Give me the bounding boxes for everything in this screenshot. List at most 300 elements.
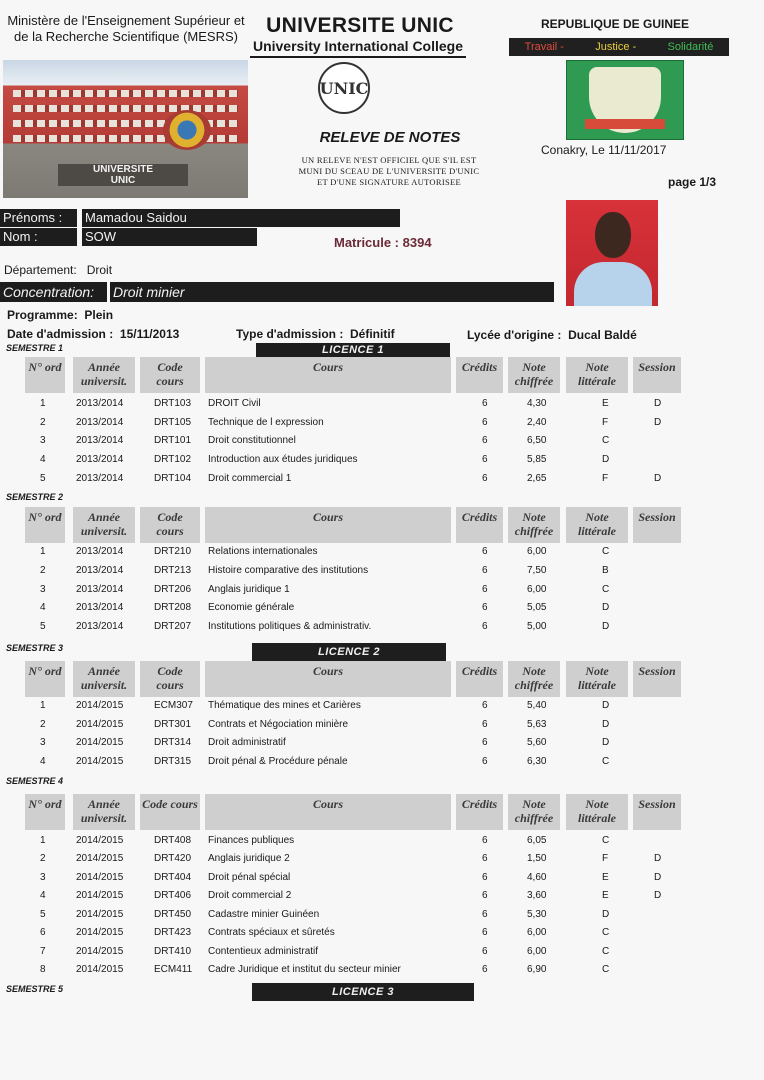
cell-annee: 2014/2015 (76, 700, 124, 711)
student-photo (566, 200, 658, 306)
cell-code: DRT314 (154, 737, 192, 748)
title-underline (250, 56, 466, 58)
cell-lettre: E (602, 890, 609, 901)
cell-credits: 6 (482, 890, 488, 901)
cell-lettre: D (602, 909, 610, 920)
cell-cours: Droit pénal spécial (208, 872, 291, 883)
cell-code: DRT208 (154, 602, 192, 613)
column-header-cours (205, 357, 451, 393)
cell-ord: 2 (40, 417, 46, 428)
place-date: Conakry, Le 11/11/2017 (541, 143, 667, 157)
matricule (334, 235, 432, 250)
cell-annee: 2014/2015 (76, 756, 124, 767)
cell-credits: 6 (482, 946, 488, 957)
column-header-annee (73, 794, 135, 830)
column-header-cours (205, 794, 451, 830)
cell-ord: 1 (40, 546, 46, 557)
cell-lettre: C (602, 435, 610, 446)
cell-annee: 2014/2015 (76, 946, 124, 957)
cell-credits: 6 (482, 565, 488, 576)
column-header-line: cours (156, 374, 184, 388)
cell-annee: 2013/2014 (76, 584, 124, 595)
cell-credits: 6 (482, 700, 488, 711)
cell-credits: 6 (482, 546, 488, 557)
table-row (0, 719, 764, 733)
column-header-line: Cours (312, 797, 344, 811)
cell-code: DRT213 (154, 565, 192, 576)
column-header-line: Note (585, 664, 609, 678)
cell-note: 4,60 (527, 872, 547, 883)
cell-annee: 2014/2015 (76, 927, 124, 938)
column-header-code (140, 794, 200, 830)
column-header-credits (456, 507, 503, 543)
column-header-line: Session (638, 510, 676, 524)
column-header-line: universit. (80, 678, 128, 692)
column-header-line: Session (638, 664, 676, 678)
cell-ord: 4 (40, 602, 46, 613)
cell-cours: Technique de l expression (208, 417, 324, 428)
cell-session: D (654, 890, 662, 901)
national-motto (509, 38, 729, 56)
column-header-line: N° ord (28, 360, 62, 374)
cell-credits: 6 (482, 584, 488, 595)
table-row (0, 700, 764, 714)
column-header-line: Année (87, 664, 120, 678)
cell-credits: 6 (482, 853, 488, 864)
column-header-line: Année (87, 360, 120, 374)
column-header-line: Code cours (142, 797, 198, 811)
nom-value: SOW (82, 228, 257, 246)
cell-annee: 2014/2015 (76, 872, 124, 883)
column-header-line: littérale (578, 811, 616, 825)
cell-note: 6,90 (527, 964, 547, 975)
cell-note: 6,30 (527, 756, 547, 767)
cell-annee: 2014/2015 (76, 890, 124, 901)
republic-name: REPUBLIQUE DE GUINEE (540, 17, 690, 31)
column-header-credits (456, 794, 503, 830)
cell-credits: 6 (482, 435, 488, 446)
cell-code: DRT406 (154, 890, 192, 901)
column-header-ord (25, 507, 65, 543)
column-header-credits (456, 357, 503, 393)
table-row (0, 890, 764, 904)
cell-annee: 2013/2014 (76, 621, 124, 632)
column-header-cours (205, 661, 451, 697)
column-header-line: universit. (80, 524, 128, 538)
cell-ord: 5 (40, 909, 46, 920)
cell-ord: 6 (40, 927, 46, 938)
official-notice: UN RELEVE N'EST OFFICIEL QUE S'IL EST MUNI DU SCEAU DE L'UNIVERSITE D'UNIC ET D'UNE SIGNATURE AUTORISEE (298, 155, 480, 187)
cell-credits: 6 (482, 602, 488, 613)
table-row (0, 602, 764, 616)
cell-session: D (654, 473, 662, 484)
column-header-line: Cours (312, 360, 344, 374)
cell-cours: Droit commercial 1 (208, 473, 292, 484)
cell-note: 6,50 (527, 435, 547, 446)
cell-lettre: E (602, 872, 609, 883)
column-header-annee (73, 661, 135, 697)
column-header-session (633, 357, 681, 393)
cell-lettre: B (602, 565, 609, 576)
cell-cours: Contentieux administratif (208, 946, 319, 957)
cell-credits: 6 (482, 909, 488, 920)
table-row (0, 546, 764, 560)
cell-note: 5,60 (527, 737, 547, 748)
cell-cours: Cadre Juridique et institut du secteur minier (208, 964, 401, 975)
cell-cours: Economie générale (208, 602, 295, 613)
cell-annee: 2013/2014 (76, 398, 124, 409)
table-row (0, 454, 764, 468)
departement-value: Droit (86, 263, 113, 277)
column-header-line: Crédits (461, 360, 498, 374)
cell-annee: 2014/2015 (76, 737, 124, 748)
column-header-code (140, 357, 200, 393)
cell-cours: Droit administratif (208, 737, 286, 748)
column-header-line: Session (638, 360, 676, 374)
cell-credits: 6 (482, 398, 488, 409)
cell-ord: 5 (40, 473, 46, 484)
cell-cours: Relations internationales (208, 546, 318, 557)
cell-annee: 2013/2014 (76, 435, 124, 446)
cell-credits: 6 (482, 737, 488, 748)
column-header-line: Cours (312, 510, 344, 524)
table-row (0, 417, 764, 431)
cell-credits: 6 (482, 417, 488, 428)
prenoms-label: Prénoms : (0, 209, 77, 227)
university-name: UNIVERSITE UNIC (266, 14, 454, 37)
column-header-line: cours (156, 678, 184, 692)
nom-label: Nom : (0, 228, 77, 246)
cell-cours: Institutions politiques & administrativ. (208, 621, 372, 632)
cell-cours: Cadastre minier Guinéen (208, 909, 320, 920)
ministry-line-2: de la Recherche Scientifique (MESRS) (14, 29, 238, 44)
cell-code: DRT404 (154, 872, 192, 883)
cell-lettre: C (602, 584, 610, 595)
cell-ord: 1 (40, 835, 46, 846)
cell-lettre: D (602, 719, 610, 730)
column-header-line: littérale (578, 678, 616, 692)
cell-credits: 6 (482, 621, 488, 632)
licence-banner-l3: LICENCE 3 (252, 983, 474, 1001)
cell-lettre: D (602, 454, 610, 465)
column-header-line: Année (87, 797, 120, 811)
document-title: RELEVE DE NOTES (319, 129, 461, 146)
cell-ord: 4 (40, 890, 46, 901)
semester-label: SEMESTRE 3 (6, 643, 64, 653)
university-building-photo (3, 60, 248, 198)
cell-code: DRT103 (154, 398, 192, 409)
column-header-line: littérale (578, 524, 616, 538)
column-header-lettre (566, 357, 628, 393)
table-row (0, 398, 764, 412)
column-header-ord (25, 661, 65, 697)
cell-lettre: D (602, 621, 610, 632)
cell-note: 3,60 (527, 890, 547, 901)
cell-note: 6,05 (527, 835, 547, 846)
cell-annee: 2013/2014 (76, 417, 124, 428)
column-header-session (633, 507, 681, 543)
column-header-line: littérale (578, 374, 616, 388)
cell-session: D (654, 853, 662, 864)
building-mural (163, 110, 211, 150)
cell-ord: 1 (40, 398, 46, 409)
cell-code: DRT206 (154, 584, 192, 595)
cell-annee: 2014/2015 (76, 964, 124, 975)
column-header-line: Note (522, 360, 546, 374)
cell-session: D (654, 398, 662, 409)
cell-credits: 6 (482, 835, 488, 846)
column-header-code (140, 507, 200, 543)
column-header-line: Note (585, 360, 609, 374)
cell-cours: Contrats et Négociation minière (208, 719, 349, 730)
table-row (0, 872, 764, 886)
cell-lettre: C (602, 546, 610, 557)
admission-date: Date d'admission : 15/11/2013 (7, 327, 180, 341)
column-header-line: N° ord (28, 510, 62, 524)
table-row (0, 835, 764, 849)
cell-code: DRT423 (154, 927, 192, 938)
cell-note: 1,50 (527, 853, 547, 864)
column-header-line: N° ord (28, 797, 62, 811)
column-header-line: Note (522, 510, 546, 524)
cell-lettre: C (602, 964, 610, 975)
cell-cours: Droit constitutionnel (208, 435, 296, 446)
column-header-line: N° ord (28, 664, 62, 678)
cell-lettre: C (602, 927, 610, 938)
column-header-code (140, 661, 200, 697)
cell-lettre: D (602, 602, 610, 613)
matricule-label: Matricule : (334, 235, 400, 250)
lycee-origine: Lycée d'origine : Ducal Baldé (467, 328, 637, 342)
concentration-label: Concentration: (0, 282, 107, 302)
cell-annee: 2013/2014 (76, 473, 124, 484)
cell-note: 5,05 (527, 602, 547, 613)
table-row (0, 737, 764, 751)
table-row (0, 621, 764, 635)
cell-lettre: D (602, 700, 610, 711)
column-header-cours (205, 507, 451, 543)
table-row (0, 435, 764, 449)
programme: Programme: Plein (7, 308, 114, 322)
cell-session: D (654, 417, 662, 428)
column-header-line: Note (522, 797, 546, 811)
column-header-line: Crédits (461, 664, 498, 678)
column-header-line: Note (522, 664, 546, 678)
cell-note: 2,40 (527, 417, 547, 428)
column-header-line: chiffrée (514, 374, 554, 388)
licence-banner-l2: LICENCE 2 (252, 643, 446, 661)
column-header-session (633, 661, 681, 697)
column-header-line: chiffrée (514, 524, 554, 538)
cell-ord: 3 (40, 737, 46, 748)
ministry-line-1: Ministère de l'Enseignement Supérieur et (7, 13, 245, 28)
cell-ord: 5 (40, 621, 46, 632)
column-header-line: Code (157, 664, 183, 678)
column-header-lettre (566, 794, 628, 830)
matricule-value: 8394 (402, 235, 432, 250)
cell-code: DRT101 (154, 435, 192, 446)
column-header-line: Note (585, 510, 609, 524)
cell-ord: 3 (40, 435, 46, 446)
column-header-line: cours (156, 524, 184, 538)
column-header-line: Note (585, 797, 609, 811)
ministry-name (6, 13, 246, 45)
cell-lettre: D (602, 737, 610, 748)
building-sign: UNIVERSITE UNIC (58, 164, 188, 186)
cell-ord: 8 (40, 964, 46, 975)
licence-banner-l1: LICENCE 1 (256, 343, 450, 357)
column-header-lettre (566, 661, 628, 697)
cell-cours: Thématique des mines et Carières (208, 700, 361, 711)
column-header-line: Code (157, 510, 183, 524)
column-header-line: Session (638, 797, 676, 811)
column-header-ord (25, 357, 65, 393)
column-header-note (508, 507, 560, 543)
cell-ord: 4 (40, 454, 46, 465)
departement-label: Département: (4, 263, 77, 277)
cell-annee: 2013/2014 (76, 565, 124, 576)
column-header-note (508, 794, 560, 830)
column-header-line: universit. (80, 811, 128, 825)
cell-annee: 2014/2015 (76, 853, 124, 864)
semester-label: SEMESTRE 1 (6, 343, 64, 353)
cell-code: DRT207 (154, 621, 192, 632)
cell-credits: 6 (482, 756, 488, 767)
semester-label: SEMESTRE 2 (6, 492, 64, 502)
cell-cours: Introduction aux études juridiques (208, 454, 358, 465)
cell-note: 7,50 (527, 565, 547, 576)
cell-code: DRT410 (154, 946, 192, 957)
cell-note: 6,00 (527, 546, 547, 557)
cell-annee: 2014/2015 (76, 909, 124, 920)
cell-code: DRT104 (154, 473, 192, 484)
cell-annee: 2013/2014 (76, 454, 124, 465)
cell-lettre: F (602, 473, 609, 484)
cell-code: DRT105 (154, 417, 192, 428)
admission-type: Type d'admission : Définitif (236, 327, 395, 341)
cell-lettre: F (602, 417, 609, 428)
table-row (0, 927, 764, 941)
table-row (0, 584, 764, 598)
cell-code: DRT315 (154, 756, 192, 767)
cell-cours: Anglais juridique 1 (208, 584, 290, 595)
column-header-line: Code (157, 360, 183, 374)
cell-credits: 6 (482, 872, 488, 883)
cell-credits: 6 (482, 473, 488, 484)
cell-code: DRT420 (154, 853, 192, 864)
cell-code: ECM307 (154, 700, 193, 711)
cell-code: DRT102 (154, 454, 192, 465)
table-row (0, 853, 764, 867)
page-number: page 1/3 (668, 175, 717, 189)
cell-note: 5,85 (527, 454, 547, 465)
cell-annee: 2014/2015 (76, 835, 124, 846)
cell-cours: Droit commercial 2 (208, 890, 292, 901)
cell-ord: 3 (40, 872, 46, 883)
column-header-credits (456, 661, 503, 697)
motto-justice: Justice - (595, 41, 637, 53)
table-row (0, 909, 764, 923)
column-header-line: Cours (312, 664, 344, 678)
cell-lettre: C (602, 756, 610, 767)
cell-code: ECM411 (154, 964, 193, 975)
cell-cours: Droit pénal & Procédure pénale (208, 756, 348, 767)
cell-annee: 2013/2014 (76, 602, 124, 613)
semester-label: SEMESTRE 5 (6, 984, 64, 994)
cell-lettre: C (602, 946, 610, 957)
column-header-line: chiffrée (514, 678, 554, 692)
cell-cours: Histoire comparative des institutions (208, 565, 369, 576)
cell-note: 2,65 (527, 473, 547, 484)
column-header-note (508, 661, 560, 697)
column-header-note (508, 357, 560, 393)
cell-credits: 6 (482, 964, 488, 975)
column-header-line: universit. (80, 374, 128, 388)
column-header-ord (25, 794, 65, 830)
cell-note: 5,00 (527, 621, 547, 632)
cell-note: 4,30 (527, 398, 547, 409)
table-row (0, 964, 764, 978)
cell-note: 5,30 (527, 909, 547, 920)
column-header-annee (73, 357, 135, 393)
cell-ord: 7 (40, 946, 46, 957)
table-row (0, 473, 764, 487)
semester-label: SEMESTRE 4 (6, 776, 64, 786)
column-header-lettre (566, 507, 628, 543)
cell-annee: 2013/2014 (76, 546, 124, 557)
table-row (0, 756, 764, 770)
cell-credits: 6 (482, 454, 488, 465)
column-header-line: Crédits (461, 797, 498, 811)
cell-note: 5,63 (527, 719, 547, 730)
cell-code: DRT210 (154, 546, 192, 557)
column-header-line: chiffrée (514, 811, 554, 825)
cell-code: DRT408 (154, 835, 192, 846)
cell-lettre: C (602, 835, 610, 846)
cell-code: DRT450 (154, 909, 192, 920)
prenoms-value: Mamadou Saidou (82, 209, 400, 227)
cell-lettre: E (602, 398, 609, 409)
cell-ord: 2 (40, 853, 46, 864)
cell-cours: Finances publiques (208, 835, 295, 846)
cell-credits: 6 (482, 719, 488, 730)
unic-logo: UNIC (318, 62, 370, 114)
departement (4, 263, 112, 277)
table-row (0, 946, 764, 960)
cell-ord: 2 (40, 565, 46, 576)
column-header-session (633, 794, 681, 830)
cell-note: 5,40 (527, 700, 547, 711)
cell-note: 6,00 (527, 584, 547, 595)
cell-cours: Anglais juridique 2 (208, 853, 290, 864)
cell-cours: DROIT Civil (208, 398, 261, 409)
motto-solidarite: Solidarité (667, 41, 714, 53)
cell-annee: 2014/2015 (76, 719, 124, 730)
cell-ord: 3 (40, 584, 46, 595)
cell-lettre: F (602, 853, 609, 864)
cell-note: 6,00 (527, 946, 547, 957)
cell-session: D (654, 872, 662, 883)
column-header-annee (73, 507, 135, 543)
cell-code: DRT301 (154, 719, 192, 730)
cell-cours: Contrats spéciaux et sûretés (208, 927, 335, 938)
cell-ord: 2 (40, 719, 46, 730)
university-subtitle: University International College (252, 38, 464, 54)
guinea-coat-of-arms-icon (566, 60, 684, 140)
concentration-value: Droit minier (110, 282, 554, 302)
cell-ord: 4 (40, 756, 46, 767)
column-header-line: Crédits (461, 510, 498, 524)
